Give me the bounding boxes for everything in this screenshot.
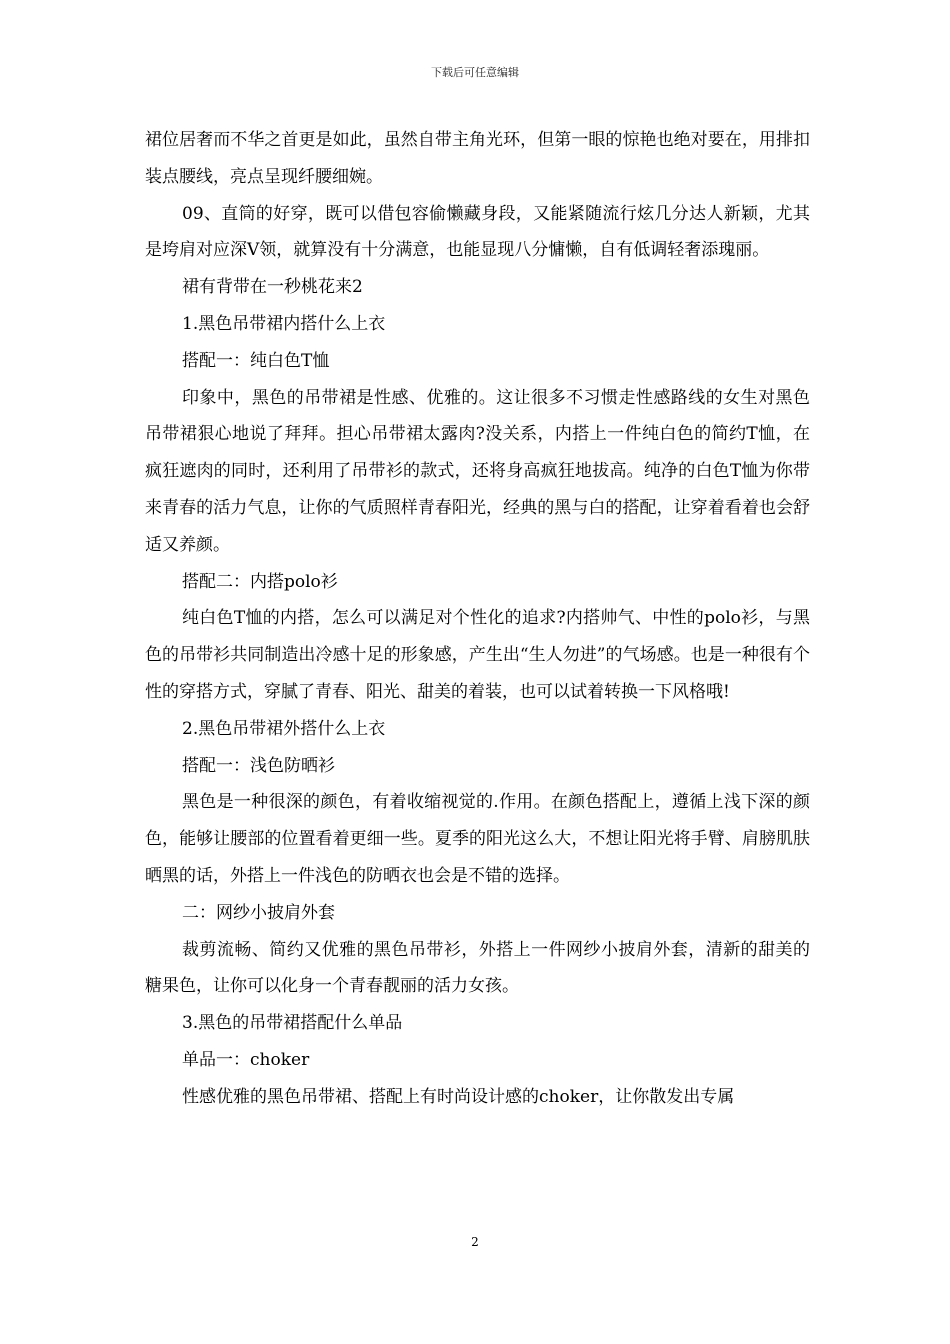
subheading-2: 2.黑色吊带裙外搭什么上衣 <box>182 718 386 739</box>
page-header: 下载后可任意编辑 <box>431 66 519 79</box>
paragraph-7: 性感优雅的黑色吊带裙、搭配上有时尚设计感的choker，让你散发出专属 <box>182 1086 735 1107</box>
subheading-3: 3.黑色的吊带裙搭配什么单品 <box>182 1013 403 1034</box>
match-heading-4: 二：网纱小披肩外套 <box>182 902 335 923</box>
paragraph-2: 09、直筒的好穿，既可以借包容偷懒藏身段，又能紧随流行炫几分达人新颖，尤其是垮肩对应深V领，就算没有十分满意，也能显现八分慵懒，自有低调轻奢添瑰丽。 <box>145 203 810 261</box>
paragraph-4: 纯白色T恤的内搭，怎么可以满足对个性化的追求?内搭帅气、中性的polo衫，与黑色的吊带衫共同制造出冷感十足的形象感，产生出“生人勿进”的气场感。也是一种很有个性的穿搭方式，穿腻了青春、阳光、甜美的着装，也可以试着转换一下风格哦! <box>145 608 810 702</box>
section-title: 裙有背带在一秒桃花来2 <box>182 277 363 298</box>
match-heading-3: 搭配一：浅色防晒衫 <box>182 755 335 776</box>
paragraph-1: 裙位居奢而不华之首更是如此，虽然自带主角光环，但第一眼的惊艳也绝对要在，用排扣装点腰线，亮点呈现纤腰细婉。 <box>145 130 810 187</box>
subheading-1: 1.黑色吊带裙内搭什么上衣 <box>182 313 386 334</box>
page-number: 2 <box>471 1235 479 1249</box>
match-heading-2: 搭配二：内搭polo衫 <box>182 571 338 592</box>
document-body <box>145 122 810 1116</box>
paragraph-6: 裁剪流畅、简约又优雅的黑色吊带衫，外搭上一件网纱小披肩外套，清新的甜美的糖果色，让你可以化身一个青春靓丽的活力女孩。 <box>145 939 810 997</box>
paragraph-3: 印象中，黑色的吊带裙是性感、优雅的。这让很多不习惯走性感路线的女生对黑色吊带裙狠心地说了拜拜。担心吊带裙太露肉?没关系，内搭上一件纯白色的简约T恤，在疯狂遮肉的同时，还利用了吊带衫的款式，还将身高疯狂地拔高。纯净的白色T恤为你带来青春的活力气息，让你的气质照样青春阳光，经典的黑与白的搭配，让穿着看着也会舒适又养颜。 <box>145 387 810 555</box>
match-heading-1: 搭配一：纯白色T恤 <box>182 350 330 371</box>
item-heading-1: 单品一：choker <box>182 1049 310 1070</box>
paragraph-5: 黑色是一种很深的颜色，有着收缩视觉的.作用。在颜色搭配上，遵循上浅下深的颜色，能够让腰部的位置看着更细一些。夏季的阳光这么大，不想让阳光将手臂、肩膀肌肤晒黑的话，外搭上一件浅色的防晒衣也会是不错的选择。 <box>145 792 810 886</box>
